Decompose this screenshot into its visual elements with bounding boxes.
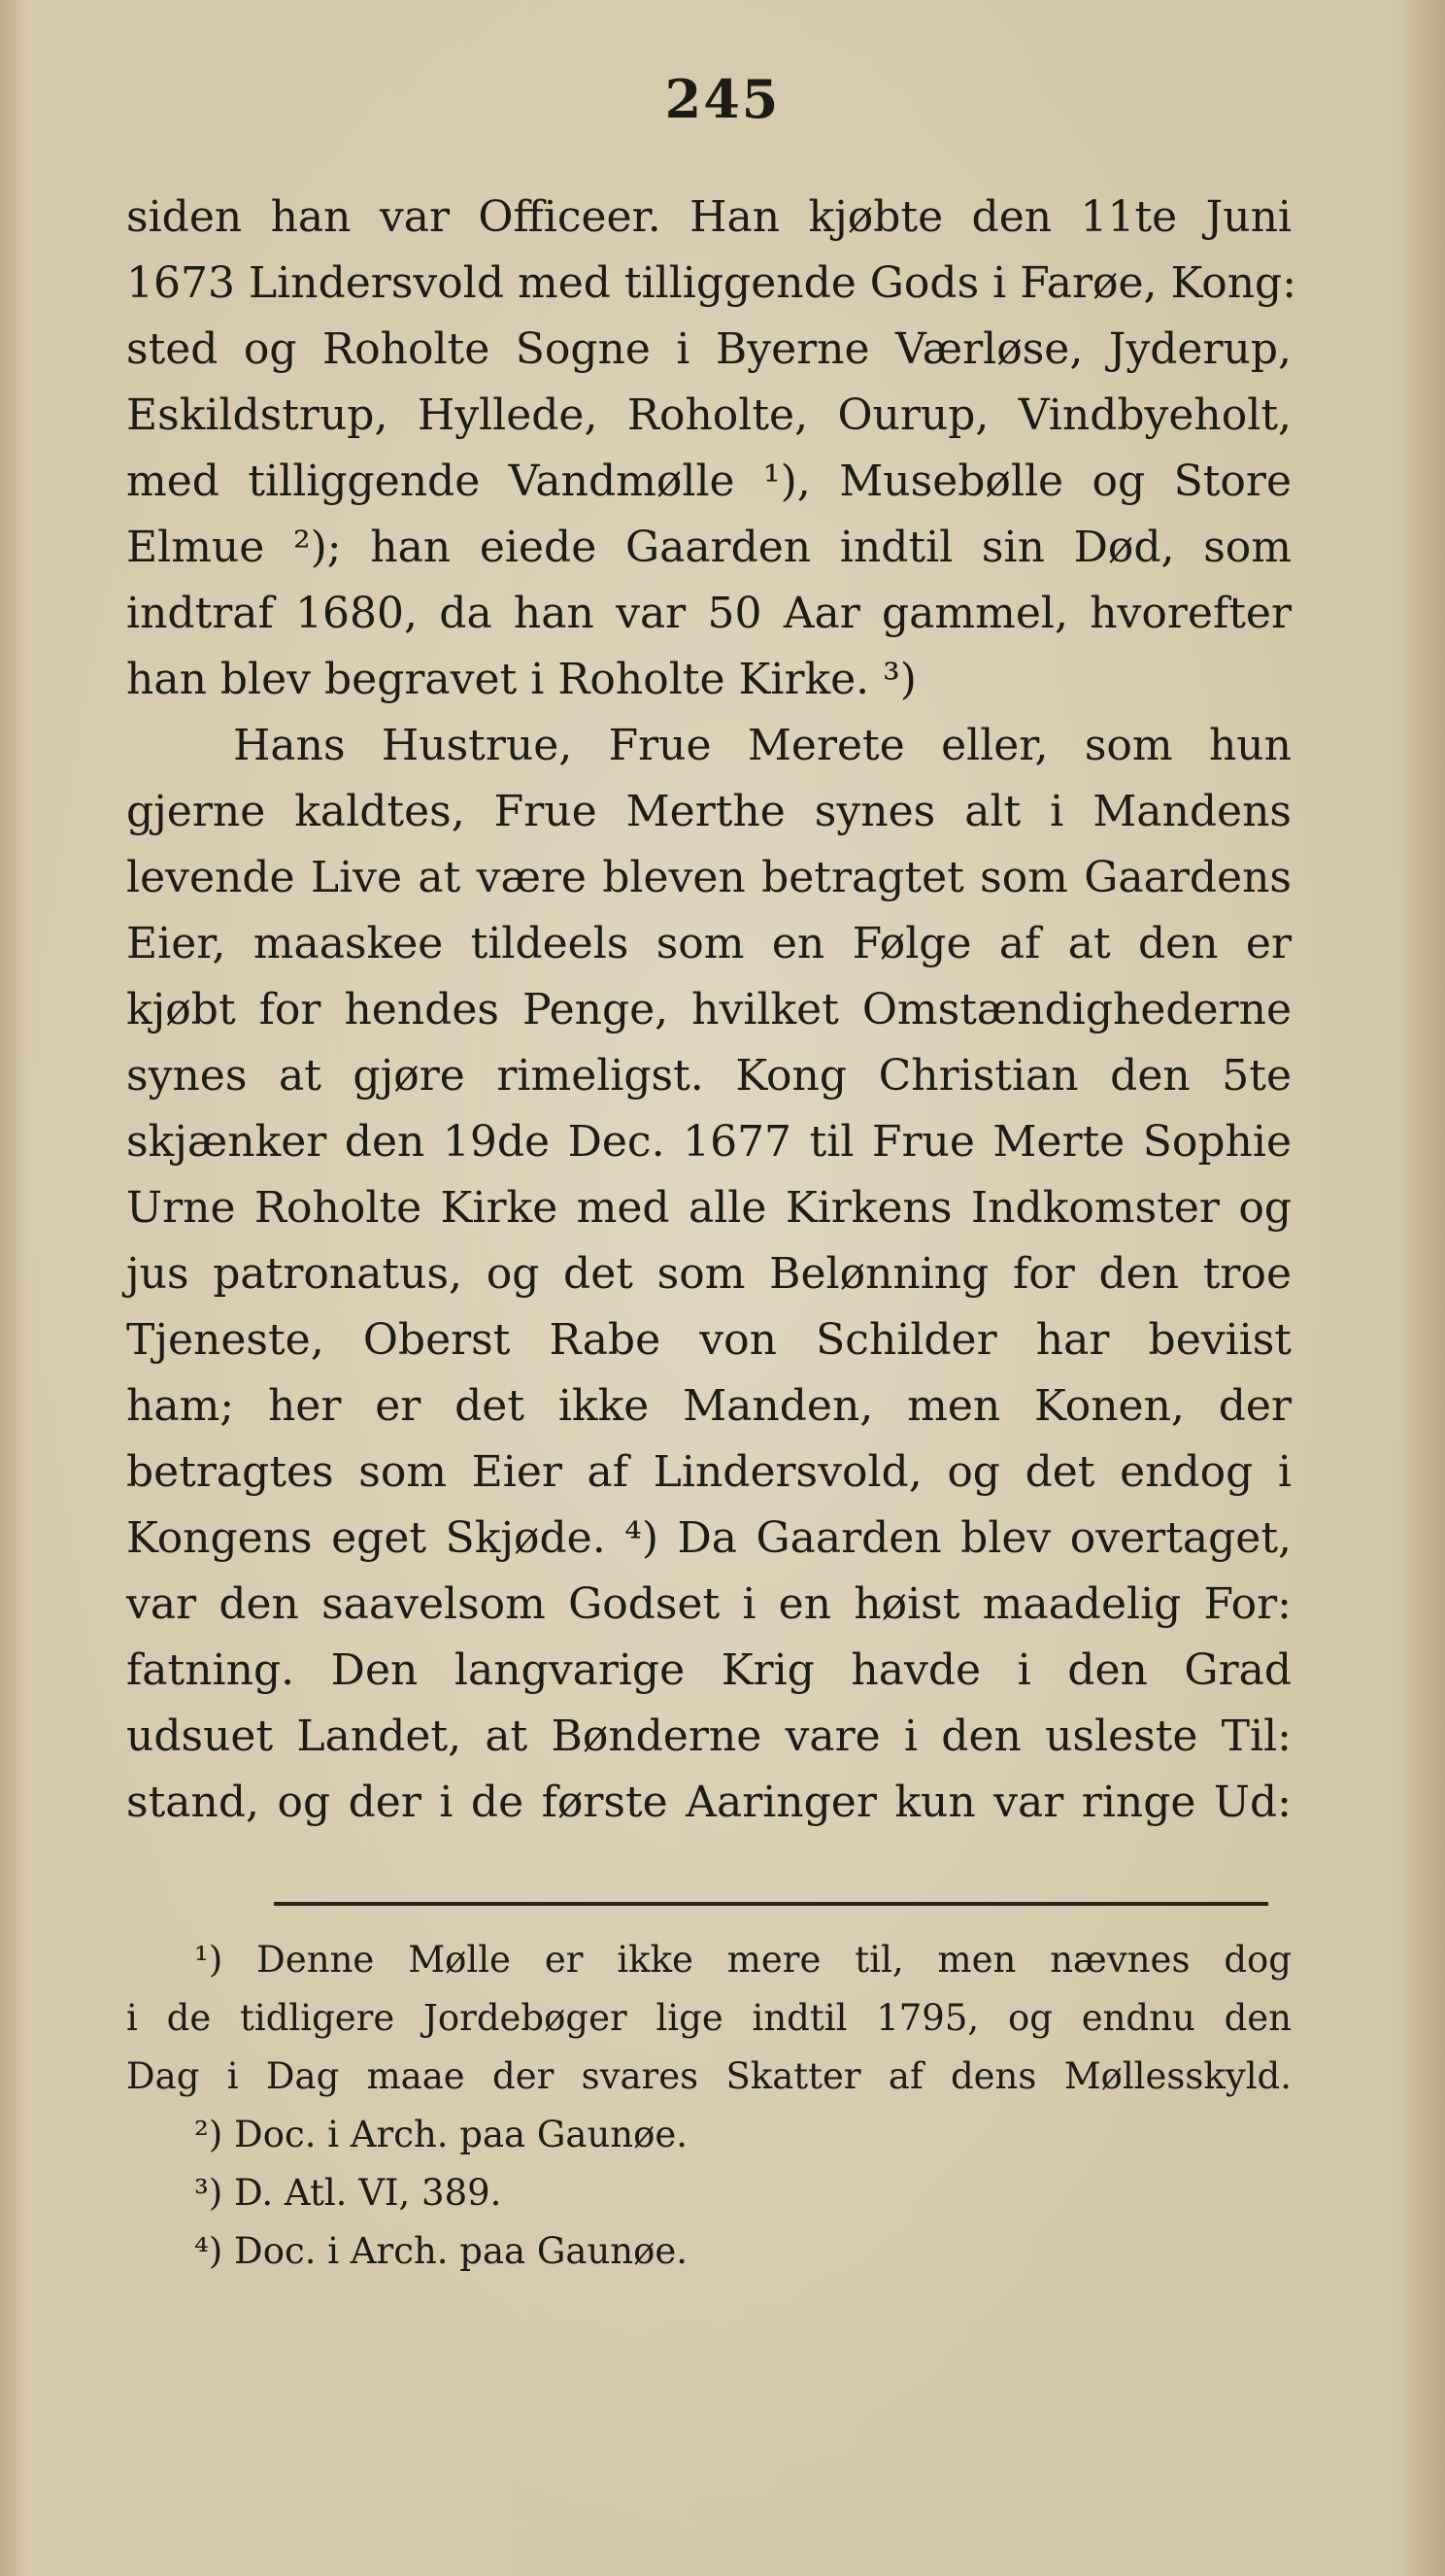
- text-line: med tilliggende Vandmølle ¹), Musebølle og Store: [126, 457, 1292, 506]
- body-text: [126, 185, 1297, 1836]
- page-number: 245: [664, 68, 781, 130]
- text-line: Kongens eget Skjøde. ⁴) Da Gaarden blev overtaget,: [126, 1513, 1292, 1563]
- text-line: han blev begravet i Roholte Kirke. ³): [126, 655, 917, 704]
- text-line: Eskildstrup, Hyllede, Roholte, Ourup, Vindbyeholt,: [126, 390, 1292, 440]
- text-line: var den saavelsom Godset i en høist maadelig For:: [126, 1579, 1292, 1629]
- footnote-1-line: i de tidligere Jordebøger lige indtil 1795, og endnu den: [126, 1997, 1292, 2039]
- text-line: udsuet Landet, at Bønderne vare i den usleste Til:: [126, 1712, 1292, 1761]
- text-line: synes at gjøre rimeligst. Kong Christian den 5te: [126, 1051, 1292, 1101]
- text-line: ham; her er det ikke Manden, men Konen, der: [126, 1381, 1292, 1431]
- text-line: 1673 Lindersvold med tilliggende Gods i Farøe, Kong:: [126, 258, 1297, 308]
- text-line: Urne Roholte Kirke med alle Kirkens Indkomster og: [126, 1183, 1292, 1233]
- text-line: Eier, maaskee tildeels som en Følge af at den er: [126, 919, 1292, 968]
- text-line: Hans Hustrue, Frue Merete eller, som hun: [233, 721, 1292, 770]
- text-line: gjerne kaldtes, Frue Merthe synes alt i Mandens: [126, 787, 1292, 836]
- text-line: fatning. Den langvarige Krig havde i den Grad: [126, 1645, 1292, 1695]
- text-line: kjøbt for hendes Penge, hvilket Omstændighederne: [126, 985, 1292, 1034]
- footnote-1-line: Dag i Dag maae der svares Skatter af dens Møllesskyld.: [126, 2055, 1292, 2097]
- text-line: levende Live at være bleven betragtet som Gaardens: [126, 853, 1292, 902]
- text-line: Elmue ²); han eiede Gaarden indtil sin Død, som: [126, 523, 1292, 572]
- text-line: jus patronatus, og det som Belønning for den troe: [126, 1249, 1292, 1299]
- footnote-3: ³) D. Atl. VI, 389.: [194, 2172, 502, 2214]
- text-line: sted og Roholte Sogne i Byerne Værløse, Jyderup,: [126, 324, 1292, 374]
- text-line: indtraf 1680, da han var 50 Aar gammel, hvorefter: [126, 589, 1292, 638]
- footnote-4: ⁴) Doc. i Arch. paa Gaunøe.: [194, 2230, 689, 2272]
- text-line: siden han var Officeer. Han kjøbte den 11te Juni: [126, 192, 1292, 242]
- text-line: skjænker den 19de Dec. 1677 til Frue Merte Sophie: [126, 1117, 1292, 1167]
- footnotes: [126, 1931, 1292, 2281]
- text-line: Tjeneste, Oberst Rabe von Schilder har beviist: [126, 1315, 1292, 1365]
- text-line: betragtes som Eier af Lindersvold, og det endog i: [126, 1447, 1292, 1497]
- footnote-2: ²) Doc. i Arch. paa Gaunøe.: [194, 2114, 689, 2155]
- footnote-1-line: ¹) Denne Mølle er ikke mere til, men nævnes dog: [194, 1939, 1292, 1981]
- text-line: stand, og der i de første Aaringer kun var ringe Ud:: [126, 1778, 1292, 1827]
- footnote-divider: [274, 1902, 1268, 1906]
